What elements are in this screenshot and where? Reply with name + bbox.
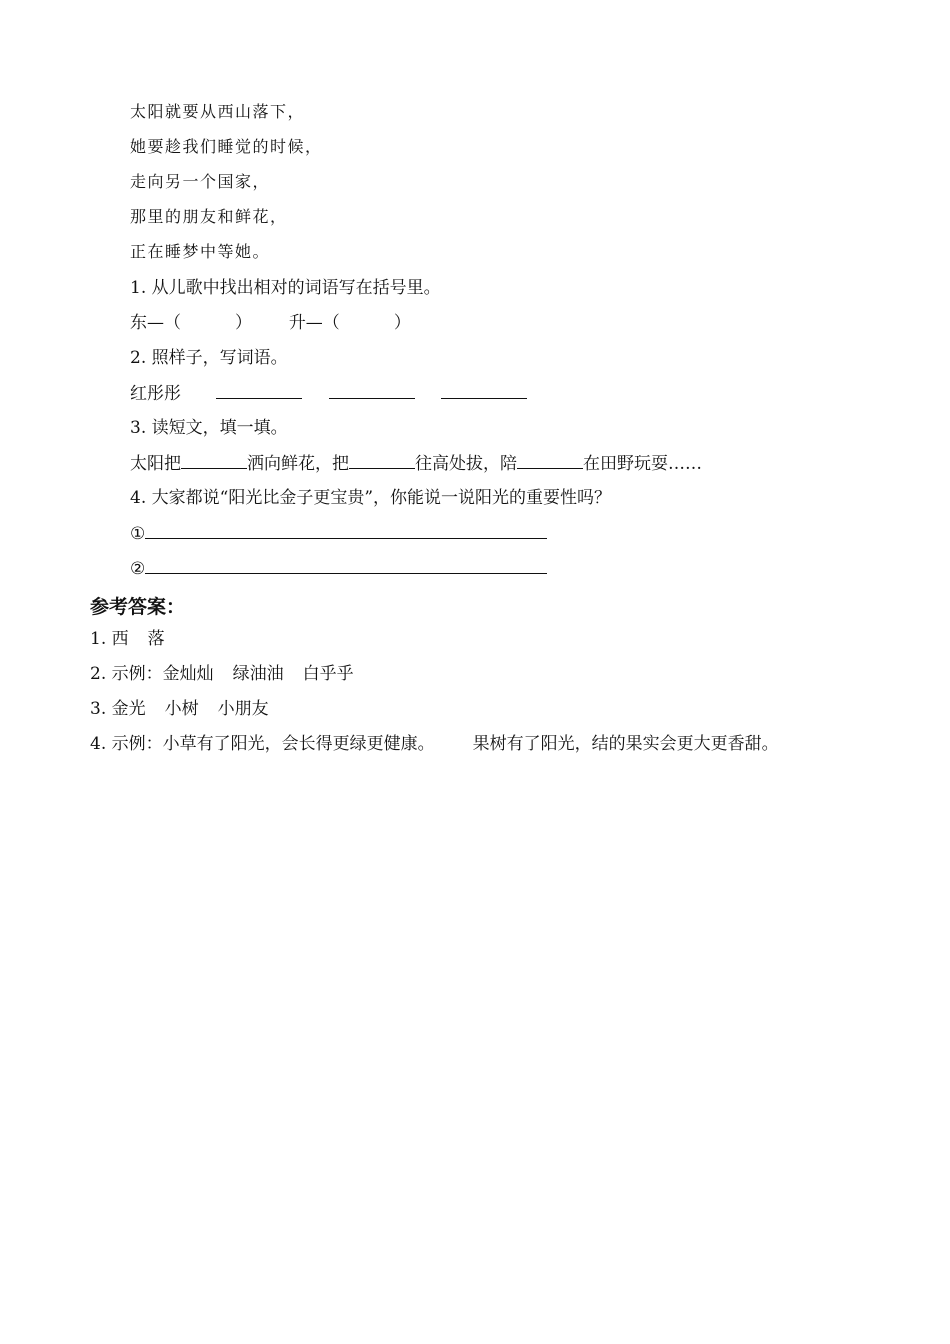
answer-2-part-c: 白乎乎 xyxy=(302,664,354,684)
answers-title: 参考答案： xyxy=(90,596,186,618)
q4-blank-1[interactable] xyxy=(145,521,547,539)
question-4-answer-line-2 xyxy=(130,556,547,581)
answer-3-part-c: 小朋友 xyxy=(217,699,269,719)
q2-blank-1[interactable] xyxy=(216,381,302,399)
q3-blank-2[interactable] xyxy=(349,451,415,469)
q3-part-3: 往高处拔，陪 xyxy=(415,454,517,474)
question-1-answer-row xyxy=(130,311,411,335)
q3-blank-1[interactable] xyxy=(181,451,247,469)
answer-3-part-a: 3. 金光 xyxy=(90,699,146,719)
poem-line-2: 她要趁我们睡觉的时候， xyxy=(130,137,323,156)
poem-line-4: 那里的朋友和鲜花， xyxy=(130,207,288,226)
question-2: 2. 照样子，写词语。 xyxy=(130,348,288,368)
answer-4-part-b: 果树有了阳光，结的果实会更大更香甜。 xyxy=(472,734,779,754)
question-4: 4. 大家都说“阳光比金子更宝贵”，你能说一说阳光的重要性吗？ xyxy=(130,488,612,508)
question-3: 3. 读短文，填一填。 xyxy=(130,418,288,438)
answer-1-part-b: 落 xyxy=(147,629,165,649)
answer-2-part-b: 绿油油 xyxy=(232,664,284,684)
q2-blank-2[interactable] xyxy=(329,381,415,399)
poem-line-1: 太阳就要从西山落下， xyxy=(130,102,306,121)
q1-item-2-close: ） xyxy=(393,313,411,333)
q3-part-1: 太阳把 xyxy=(130,454,181,474)
q1-item-2: 升—（ xyxy=(288,313,340,333)
q4-mark-1: ① xyxy=(130,524,146,544)
q1-item-1-close: ） xyxy=(235,313,252,333)
answer-1 xyxy=(90,627,165,651)
q2-blank-3[interactable] xyxy=(441,381,527,399)
q4-mark-2: ② xyxy=(130,559,146,579)
answer-3 xyxy=(90,697,269,721)
question-4-answer-line-1 xyxy=(130,521,547,546)
q4-blank-2[interactable] xyxy=(145,556,547,574)
answer-3-part-b: 小树 xyxy=(164,699,199,719)
q3-blank-3[interactable] xyxy=(517,451,583,469)
q1-item-1: 东—（ xyxy=(130,313,181,333)
answer-2-part-a: 2. 示例：金灿灿 xyxy=(90,664,214,684)
question-1: 1. 从儿歌中找出相对的词语写在括号里。 xyxy=(130,278,441,298)
question-2-answer-row xyxy=(130,381,527,406)
q2-example: 红彤彤 xyxy=(130,384,181,404)
q3-part-2: 洒向鲜花，把 xyxy=(247,454,349,474)
poem-line-3: 走向另一个国家， xyxy=(130,172,271,191)
answer-2 xyxy=(90,662,354,686)
poem-line-5: 正在睡梦中等她。 xyxy=(130,242,271,261)
q3-part-4: 在田野玩耍…… xyxy=(583,454,702,474)
answer-4-part-a: 4. 示例：小草有了阳光，会长得更绿更健康。 xyxy=(90,734,435,754)
question-3-fill-row xyxy=(130,451,702,476)
answer-1-part-a: 1. 西 xyxy=(90,629,129,649)
answer-4 xyxy=(90,732,779,756)
